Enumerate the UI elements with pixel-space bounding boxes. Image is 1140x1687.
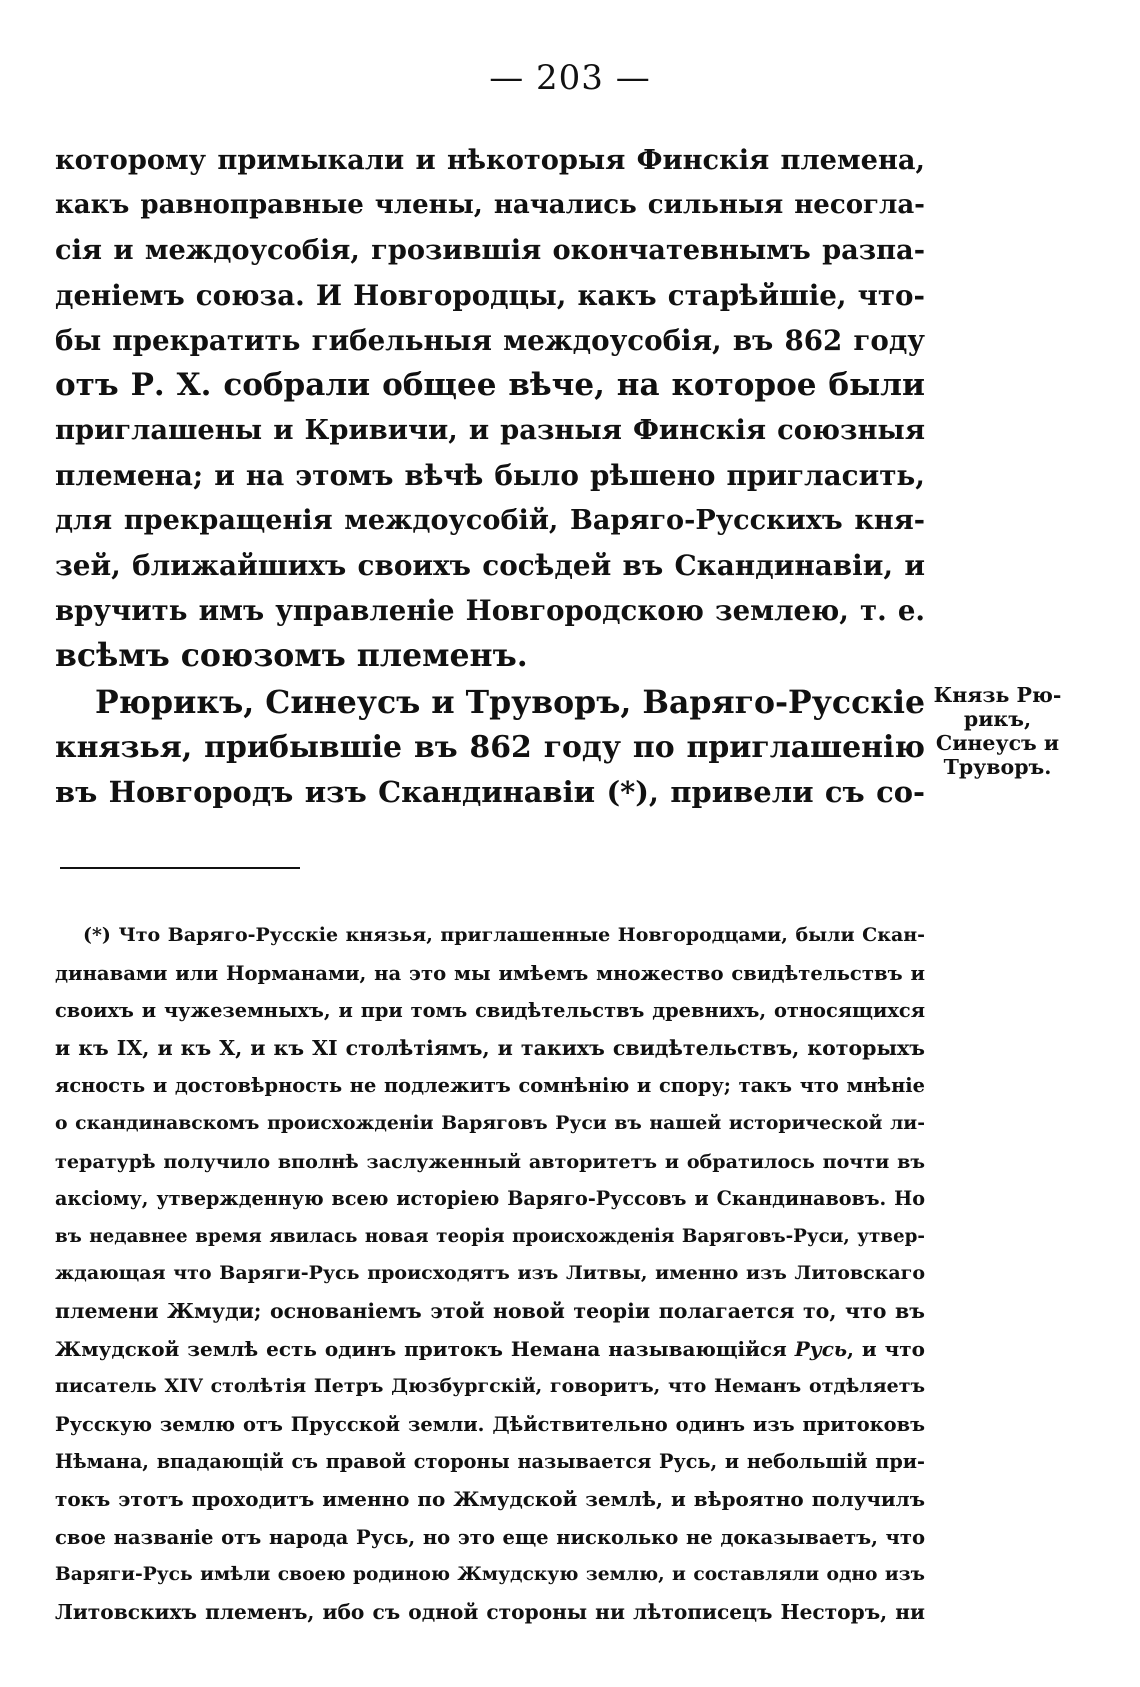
body-line: приглашены и Кривичи, и разныя Финскія союзныя — [55, 414, 925, 446]
footnote-line: и къ IX, и къ X, и къ XI столѣтіямъ, и такихъ свидѣтельствъ, которыхъ — [55, 1035, 925, 1060]
footnote-line: ясность и достовѣрность не подлежитъ сомнѣнію и спору; такъ что мнѣніе — [55, 1074, 925, 1098]
margin-note — [930, 683, 1065, 779]
footnote-line: динавами или Норманами, на это мы имѣемъ множество свидѣтельствъ и — [55, 961, 925, 985]
footnote-line: племени Жмуди; основаніемъ этой новой теоріи полагается то, что въ — [55, 1298, 925, 1323]
footnote-line: ждающая что Варяги-Русь происходятъ изъ Литвы, именно изъ Литовскаго — [55, 1262, 925, 1285]
margin-note-line: Труворъ. — [943, 755, 1052, 779]
footnote-line: Русскую землю отъ Прусской земли. Дѣйствительно одинъ изъ притоковъ — [55, 1412, 925, 1436]
page-number: — 203 — — [489, 58, 651, 98]
body-line: зей, ближайшихъ своихъ сосѣдей въ Скандинавіи, и — [55, 549, 925, 582]
body-line: для прекращенія междоусобій, Варяго-Русскихъ кня- — [55, 505, 925, 536]
footnote — [55, 917, 925, 1631]
body-line: князья, прибывшіе въ 862 году по приглашенію — [55, 730, 925, 765]
footnote-line: о скандинавскомъ происхожденіи Варяговъ Руси въ нашей исторической ли- — [55, 1111, 925, 1134]
body-line: вручить имъ управленіе Новгородскою землею, т. е. — [55, 594, 925, 627]
footnote-line: писатель XIV столѣтія Петръ Дюзбургскій, говоритъ, что Неманъ отдѣляетъ — [55, 1375, 925, 1398]
body-line: Рюрикъ, Синеусъ и Труворъ, Варяго-Русскіе — [95, 684, 925, 721]
footnote-line: аксіому, утвержденную всею исторіею Варяго-Руссовъ и Скандинавовъ. Но — [55, 1187, 925, 1211]
main-text-paragraph-1 — [55, 138, 925, 678]
footnote-line: Варяги-Русь имѣли своею родиною Жмудскую землю, и составляли одно изъ — [55, 1563, 925, 1586]
main-text-paragraph-2 — [55, 680, 925, 815]
footnote-line: въ недавнее время явилась новая теорія происхожденія Варяговъ-Руси, утвер- — [55, 1225, 925, 1247]
footnote-line: тературѣ получило вполнѣ заслуженный авторитетъ и обратилось почти въ — [55, 1149, 925, 1173]
footnote-line-with-italic — [55, 1331, 925, 1369]
margin-note-line: Синеусъ и — [935, 731, 1060, 755]
footnote-line: Нѣмана, впадающій съ правой стороны называется Русь, и небольшій при- — [55, 1450, 925, 1474]
body-line: въ Новгородъ изъ Скандинавіи (*), привели съ со- — [55, 775, 925, 809]
footnote-segment: Жмудской землѣ есть одинъ притокъ Немана называющійся — [55, 1336, 795, 1361]
footnote-italic-word: Русь — [794, 1336, 848, 1361]
margin-note-line: Князь Рю- — [933, 683, 1062, 707]
footnote-line: (*) Что Варяго-Русскіе князья, приглашенные Новгородцами, были Скан- — [83, 924, 925, 946]
footnote-line: Литовскихъ племенъ, ибо съ одной стороны ни лѣтописецъ Несторъ, ни — [55, 1599, 925, 1624]
footnote-line: своихъ и чужеземныхъ, и при томъ свидѣтельствъ древнихъ, относящихся — [55, 999, 925, 1023]
body-line: племена; и на этомъ вѣчѣ было рѣшено пригласить, — [55, 459, 925, 492]
margin-note-line: рикъ, — [963, 707, 1032, 731]
footnote-divider — [60, 867, 300, 869]
footnote-line: свое названіе отъ народа Русь, но это еще нисколько не доказываетъ, что — [55, 1525, 925, 1549]
body-line: отъ Р. Х. собрали общее вѣче, на которое были — [55, 367, 925, 403]
footnote-segment: , и что — [847, 1336, 925, 1361]
body-line: которому примыкали и нѣкоторыя Финскія племена, — [55, 144, 925, 176]
body-line: всѣмъ союзомъ племенъ. — [55, 637, 528, 674]
body-line: сія и междоусобія, грозившія окончатевнымъ разпа- — [55, 234, 925, 266]
body-line: какъ равноправные члены, начались сильныя несогла- — [55, 190, 925, 220]
body-line: деніемъ союза. И Новгородцы, какъ старѣйшіе, что- — [55, 279, 925, 312]
body-line: бы прекратить гибельныя междоусобія, въ 862 году — [55, 324, 925, 357]
footnote-line: токъ этотъ проходитъ именно по Жмудской землѣ, и вѣроятно получилъ — [55, 1486, 925, 1511]
